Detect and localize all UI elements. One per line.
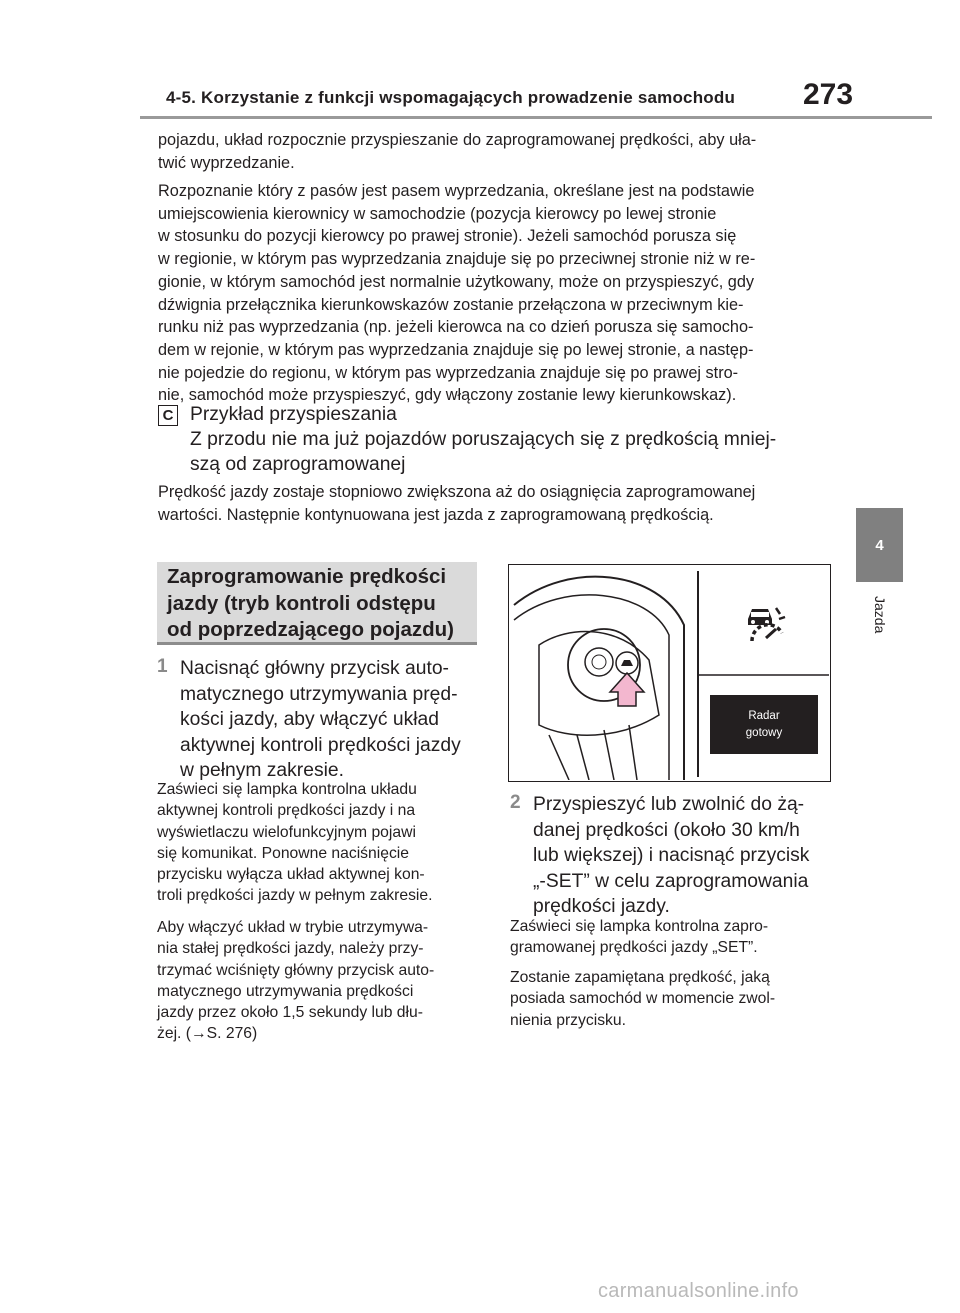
text-line: matycznego utrzymywania pręd-	[180, 683, 458, 705]
text-line: nienia przycisku.	[510, 1011, 626, 1029]
text-line: Przyspieszyć lub zwolnić do żą-	[533, 794, 805, 815]
text-line: „-SET” w celu zaprogramowania	[533, 870, 809, 892]
text-line: posiada samochód w momencie zwol-	[510, 990, 776, 1008]
chapter-number: 4	[875, 536, 884, 554]
text-line: Zaświeci się lampka kontrolna zapro-	[510, 918, 769, 935]
text-line: wyświetlaczu wielofunkcyjnym pojawi	[157, 823, 416, 841]
chapter-label: Jazda	[872, 596, 888, 634]
watermark: carmanualsonline.info	[598, 1280, 799, 1302]
text-line: w stosunku do pozycji kierowcy po prawej stronie). Jeżeli samochód porusza się	[158, 227, 737, 246]
radar-ready-display	[710, 695, 818, 754]
intro-paragraph-1	[158, 129, 838, 174]
section-heading	[157, 562, 477, 645]
header-divider	[140, 116, 932, 119]
text-line: twić wyprzedzanie.	[158, 153, 295, 172]
text-line: gramowanej prędkości jazdy „SET”.	[510, 939, 758, 957]
example-body	[158, 481, 838, 526]
text-line: Nacisnąć główny przycisk auto-	[180, 658, 449, 679]
text-line: dźwignia przełącznika kierunkowskazów zostanie przełączona w przeciwnym kie-	[158, 295, 744, 314]
text-line: prędkości jazdy.	[533, 896, 670, 917]
text-line: kości jazdy, aby włączyć układ	[180, 709, 439, 730]
step-2-note-1	[510, 916, 840, 959]
text-line: Przykład przyspieszania	[190, 404, 397, 425]
chapter-tab[interactable]	[856, 508, 903, 582]
example-marker: C	[158, 405, 178, 426]
text-line: Prędkość jazdy zostaje stopniowo zwiększona aż do osiągnięcia zaprogramowanej	[158, 483, 756, 501]
radar-cruise-indicator-icon	[748, 608, 785, 641]
text-line: Zostanie zapamiętana prędkość, jaką	[510, 969, 770, 986]
header-title: 4-5. Korzystanie z funkcji wspomagających prowadzenie samochodu	[166, 88, 736, 107]
text-line: Zaświeci się lampka kontrolna układu	[157, 781, 417, 798]
text-line: lub większej) i nacisnąć przycisk	[533, 845, 810, 866]
text-line: wartości. Następnie kontynuowana jest jazda z zaprogramowaną prędkością.	[158, 505, 714, 524]
text-line: danej prędkości (około 30 km/h	[533, 819, 800, 841]
text-line: w regionie, w którym pas wyprzedzania znajduje się po przeciwnej stronie niż w re-	[158, 250, 756, 269]
example-title	[190, 402, 830, 477]
text-line: jazdy (tryb kontroli odstępu	[167, 591, 436, 615]
step-2-note-2	[510, 967, 840, 1031]
step-2-number: 2	[510, 792, 521, 813]
text-line: nie pojedzie do regionu, w którym pas wyprzedzania znajduje się po prawej stro-	[158, 363, 739, 382]
text-line: runku niż pas wyprzedzania (np. jeżeli kierowca na co dzień porusza się samocho-	[158, 318, 754, 337]
text-line: szą od zaprogramowanej	[190, 454, 406, 475]
text-line: od poprzedzającego pojazdu)	[167, 618, 455, 641]
step-1-note-1	[157, 779, 487, 907]
radar-status: gotowy	[745, 726, 783, 739]
text-line: matycznego utrzymywania prędkości	[157, 982, 414, 1000]
step-1-note-2	[157, 917, 487, 1045]
step-2-text	[533, 792, 843, 920]
text-line: nie, samochód może przyspieszyć, gdy włączony zostanie lewy kierunkowskaz).	[158, 386, 737, 405]
text-line: pojazdu, układ rozpocznie przyspieszanie do zaprogramowanej prędkości, aby uła-	[158, 131, 757, 149]
text-line: jazdy przez około 1,5 sekundy lub dłu-	[157, 1004, 423, 1022]
step-1-text	[180, 656, 490, 784]
text-line: aktywnej kontroli prędkości jazdy	[180, 734, 461, 756]
text-line: żej. (→S. 276)	[157, 1025, 258, 1043]
text-line: Zaprogramowanie prędkości	[167, 565, 447, 588]
text-line: przycisku wyłącza układ aktywnej kon-	[157, 866, 425, 884]
text-line: Rozpoznanie który z pasów jest pasem wyprzedzania, określane jest na podstawie	[158, 182, 755, 200]
steering-wheel-figure	[508, 564, 831, 782]
page-number: 273	[803, 78, 854, 111]
text-line: dem w rejonie, w którym pas wyprzedzania znajduje się po lewej stronie, a następ-	[158, 340, 754, 359]
text-line: w pełnym zakresie.	[180, 760, 344, 781]
text-line: się komunikat. Ponowne naciśnięcie	[157, 844, 410, 862]
text-line: trzymać wciśnięty główny przycisk auto-	[157, 961, 435, 979]
text-line: aktywnej kontroli prędkości jazdy i na	[157, 802, 416, 820]
intro-paragraph-2	[158, 180, 838, 407]
text-line: umiejscowienia kierownicy w samochodzie (pozycja kierowcy po lewej stronie	[158, 204, 717, 223]
text-line: Aby włączyć układ w trybie utrzymywa-	[157, 919, 429, 936]
radar-label: Radar	[748, 709, 780, 722]
step-1-number: 1	[157, 656, 168, 677]
text-line: nia stałej prędkości jazdy, należy przy-	[157, 940, 424, 958]
text-line: gionie, w którym samochód jest normalnie użytkowany, może on przyspieszyć, gdy	[158, 272, 755, 291]
text-line: troli prędkości jazdy w pełnym zakresie.	[157, 887, 433, 905]
text-line: Z przodu nie ma już pojazdów poruszających się z prędkością mniej-	[190, 429, 777, 450]
